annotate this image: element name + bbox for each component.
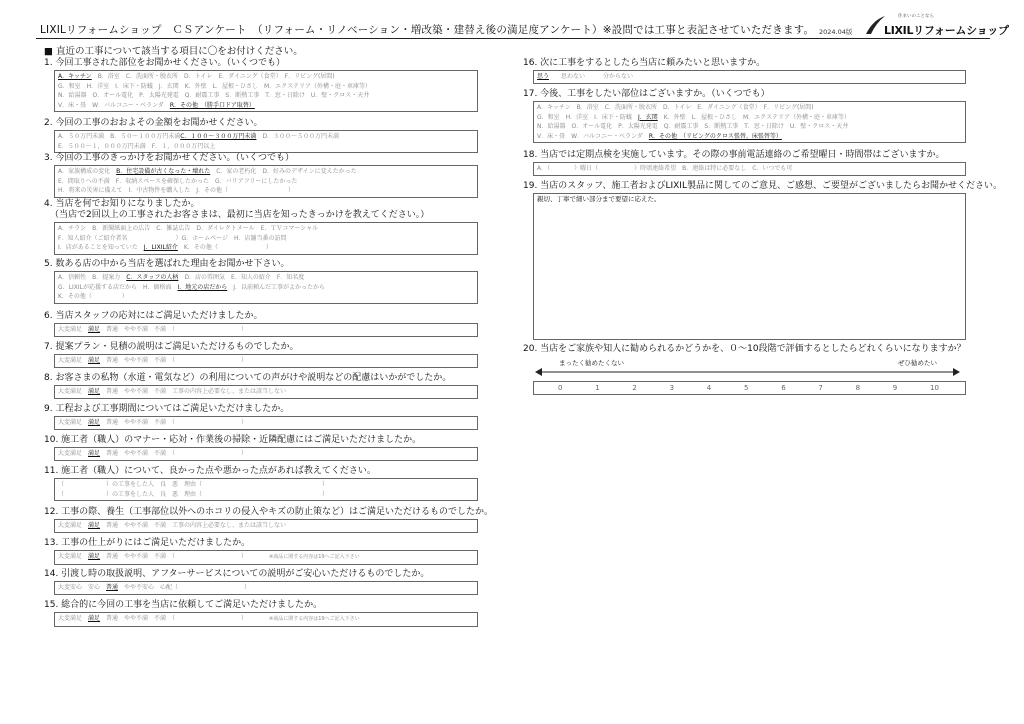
option-text[interactable]: A．キッチン B．浴室 C．洗面所・脱衣所 D．トイレ E．ダイニング（食堂） F．リビング(居間) [537, 104, 814, 111]
comments-textbox[interactable]: 親切、丁寧で細い部分まで要望に応えた。 [533, 193, 966, 340]
option-selected[interactable]: 満足 [88, 553, 101, 560]
option-selected[interactable]: 満足 [88, 419, 101, 426]
option-text[interactable]: E．５００～１，０００万円未満 F．１，０００万円以上 [58, 142, 216, 150]
question-6 [44, 311, 474, 342]
page-title: LIXILリフォームショップ ＣＳアンケート （リフォーム・リノベーション・増改築・建替え後の満足度アンケート）※設問では工事と表記させていただきます。 [40, 24, 815, 36]
question-11-options[interactable] [54, 478, 478, 501]
question-12 [44, 507, 493, 538]
option-text[interactable]: K．外壁 L．屋根・ひさし M．エクステリア（外構・庭・車庫等） [657, 113, 850, 121]
question-17 [523, 89, 963, 150]
question-18-label: 18. 当店では定期点検を実施しています。その際の事前電話連絡のご希望曜日・時間帯はございますか。 [523, 150, 945, 160]
scale-left-label: まったく勧めたくない [559, 359, 624, 367]
question-19 [523, 181, 1002, 344]
option-text[interactable]: I．店があることを知っていた [58, 244, 144, 252]
question-7-label: 7. 提案プラン・見積の説明はご満足いただけるものでしたか。 [44, 342, 299, 352]
question-12-options[interactable] [54, 519, 478, 533]
question-4 [44, 199, 474, 259]
question-15-label: 15. 総合的に今回の工事を当店に依頼してご満足いただけましたか。 [44, 600, 323, 610]
logo-swoosh-icon [864, 14, 886, 36]
scale-option-5[interactable]: 5 [744, 384, 749, 392]
option-text[interactable]: N．給湯器 O．オール電化 P．太陽光発電 Q．耐震工事 S．断熱工事 T．窓・日除け U．壁・クロス・天井 [58, 92, 370, 100]
question-13 [44, 538, 474, 569]
header-divider [36, 38, 990, 39]
instructions: ■ 直近の工事について該当する項目に〇をお付けください。 [44, 46, 303, 57]
option-text[interactable]: 大変安心 安心 [58, 584, 107, 591]
question-10-label: 10. 施工者（職人）のマナー・応対・作業後の掃除・近隣配慮にはご満足いただけましたか。 [44, 435, 422, 445]
option-text[interactable]: 大変満足 [58, 419, 89, 426]
question-12-label: 12. 工事の際、養生（工事部位以外へのホコリの侵入やキズの防止策など）はご満足いただけるものでしたか。 [44, 507, 493, 517]
question-13-label: 13. 工事の仕上がりにはご満足いただけましたか。 [44, 538, 251, 548]
option-text[interactable]: （ ）の工事をした人 良 悪 理由（ ） [58, 481, 329, 488]
option-selected[interactable]: 普通 [106, 584, 119, 591]
option-text[interactable]: A．（ ）曜日（ ）時頃連絡希望 B．連絡は特に必要なし C．いつでも可 [537, 165, 793, 172]
question-3 [44, 153, 474, 199]
option-text[interactable]: 普通 やや不満 不満 工事の内容上必要なし、または該当しない [100, 522, 287, 529]
question-14-label: 14. 引渡し時の取扱説明、アフターサービスについての説明がご安心いただけるものでしたか。 [44, 569, 430, 579]
question-17-options[interactable] [533, 101, 966, 143]
question-11-label: 11. 施工者（職人）について、良かった点や悪かった点があれば教えてください。 [44, 466, 376, 476]
question-6-label: 6. 当店スタッフの応対にはご満足いただけましたか。 [44, 311, 263, 321]
double-arrow-icon [535, 367, 960, 377]
question-15 [44, 600, 474, 631]
option-text[interactable]: 大変満足 [58, 615, 89, 622]
option-text[interactable]: N．給湯器 O．オール電化 P．太陽光発電 Q．耐震工事 S．断熱工事 T．窓・日除け U．壁・クロス・天井 [537, 123, 849, 131]
note-text: ※商品に関する内容は19へご記入下さい [244, 616, 360, 622]
option-text[interactable]: 普通 やや不満 不満 （ ） [100, 553, 245, 560]
option-text[interactable]: 普通 やや不満 不満 （ ） [100, 326, 248, 333]
question-4-sublabel: （当店で2回以上の工事されたお客さまは、最初に当店を知ったきっかけを教えてください。） [50, 210, 430, 220]
option-text[interactable]: 普通 やや不満 不満 （ ） [100, 615, 245, 622]
option-text[interactable]: K．その他（ ） [58, 293, 128, 301]
option-text[interactable]: D．店の雰囲気 E．知人の紹介 F．知名度 [178, 274, 305, 281]
scale-option-8[interactable]: 8 [855, 384, 861, 392]
option-text[interactable]: 大変満足 [58, 553, 89, 560]
question-1-label: 1. 今回工事された部位をお聞かせください。（いくつでも） [44, 58, 285, 68]
question-16-label: 16. 次に工事をするとしたら当店に頼みたいと思いますか。 [523, 58, 766, 68]
question-3-label: 3. 今回の工事のきっかけをお聞かせください。（いくつでも） [44, 153, 294, 163]
question-9 [44, 404, 474, 435]
option-text[interactable]: E．間取りへの不満 F．収納スペースを確保したかった G．バリアフリーにしたかった [58, 177, 298, 185]
question-1 [44, 58, 474, 118]
option-text[interactable]: K．その他（ ） [177, 244, 272, 252]
question-7 [44, 342, 474, 373]
option-text[interactable]: H．将来の災害に備えて I．中古物件を購入した J．その他（ ） [58, 187, 295, 195]
scale-option-2[interactable]: 2 [632, 384, 637, 392]
option-selected[interactable]: R．その他 （勝手口ドア取替） [169, 101, 255, 109]
question-2-options[interactable] [54, 130, 478, 153]
option-text[interactable]: A．家族構成の変化 [58, 168, 117, 175]
option-text[interactable]: 大変満足 [58, 326, 89, 333]
question-6-options[interactable] [54, 323, 478, 337]
scale-option-7[interactable]: 7 [818, 384, 823, 392]
question-1-options[interactable] [54, 70, 478, 112]
option-text[interactable]: 普通 やや不満 不満 工事の内容上必要なし、または該当しない [100, 388, 287, 395]
question-13-options[interactable] [54, 550, 478, 565]
note-text: ※商品に関する内容は19へご記入下さい [244, 554, 360, 560]
question-17-label: 17. 今後、工事をしたい部位はございますか。（いくつでも） [523, 89, 770, 99]
scale-option-3[interactable]: 3 [669, 384, 675, 392]
scale-option-1[interactable]: 1 [595, 384, 600, 392]
question-11 [44, 466, 474, 507]
question-4-label: 4. 当店を何でお知りになりましたか。 [44, 199, 200, 209]
option-text[interactable]: D．３００～５００万円未満 [256, 133, 340, 140]
option-selected[interactable]: 満足 [88, 326, 101, 333]
option-text[interactable]: 大変満足 [58, 357, 89, 364]
option-selected[interactable]: 満足 [88, 615, 101, 622]
option-selected[interactable]: 満足 [88, 450, 101, 457]
scale-right-label: ぜひ勧めたい [898, 359, 937, 367]
question-19-label: 19. 当店のスタッフ、施工者およびLIXIL製品に関してのご意見、ご感想、ご要望がございましたらお聞かせください。 [523, 181, 1002, 191]
option-text[interactable]: A．チラシ B．新聞紙面上の広告 C．雑誌広告 D．ダイレクトメール E．ＴＶコマーシャル [58, 225, 319, 232]
option-selected[interactable]: 思う [537, 73, 550, 80]
option-selected[interactable]: J．玄関 [637, 113, 658, 121]
question-2-label: 2. 今回の工事のおおよその金額をお聞かせください。 [44, 118, 263, 128]
question-4-options[interactable] [54, 222, 478, 255]
logo-tagline: 住まいのことなら [898, 14, 934, 19]
question-5-label: 5. 数ある店の中から当店を選ばれた理由をお聞かせ下さい。 [44, 259, 290, 269]
brand-logo [862, 14, 1009, 38]
question-16 [523, 58, 963, 89]
logo-name: LIXILリフォームショップ [884, 24, 1009, 37]
option-selected[interactable]: A．キッチン [58, 73, 92, 80]
question-18-options[interactable] [533, 162, 966, 176]
option-text[interactable]: 大変満足 [58, 450, 89, 457]
option-text[interactable]: A．５０万円未満 B．５０～１００万円未満 [58, 133, 181, 140]
option-text[interactable]: J．以前頼んだ工事がよかったから [227, 283, 326, 291]
question-20-label: 20. 当店をご家族や知人に勧められるかどうかを、０～10段階で評価するとしたらどれくらいになりますか？ [523, 344, 966, 354]
question-8-options[interactable] [54, 385, 478, 399]
option-selected[interactable]: J．LIXIL紹介 [143, 244, 178, 252]
question-3-options[interactable] [54, 165, 478, 198]
question-2 [44, 118, 474, 153]
option-text[interactable]: やや不安心 心配（ ） [118, 584, 251, 591]
option-selected[interactable]: 満足 [88, 388, 101, 395]
option-text[interactable]: G．和室 H．洋室 I．床下・防蟻 J．玄関 K．外壁 L．屋根・ひさし M．エクステリア（外構・庭・車庫等） [58, 82, 371, 90]
question-8 [44, 373, 474, 404]
option-text[interactable]: V．床・畳 W．バルコニー・ベランダ [58, 101, 170, 109]
option-text[interactable]: 思わない 分からない [549, 73, 634, 80]
question-7-options[interactable] [54, 354, 478, 368]
option-text[interactable]: G．LIXILが応援する店だから H．価格面 [58, 283, 178, 291]
option-selected[interactable]: I．地元の店だから [177, 283, 228, 291]
option-selected[interactable]: R．その他 （リビングのクロス張替、床張替等） [648, 132, 782, 140]
scale-option-10[interactable]: 10 [930, 384, 939, 392]
option-selected[interactable]: 満足 [88, 357, 101, 364]
question-5 [44, 259, 474, 311]
question-5-options[interactable] [54, 271, 478, 304]
option-text[interactable]: 大変満足 [58, 388, 89, 395]
option-selected[interactable]: C．スタッフの人柄 [126, 274, 179, 281]
scale-box[interactable] [533, 381, 966, 395]
option-selected[interactable]: B．住宅設備が古くなった・壊れた [116, 168, 211, 175]
option-selected[interactable]: C．１００～３００万円未満 [180, 133, 257, 140]
question-18 [523, 150, 963, 181]
question-14 [44, 569, 474, 600]
question-14-options[interactable] [54, 581, 478, 595]
option-text[interactable]: 普通 やや不満 不満 （ ） [100, 419, 248, 426]
option-text[interactable]: （ ）の工事をした人 良 悪 理由（ ） [58, 490, 329, 498]
right-column [523, 58, 1002, 399]
question-20 [523, 344, 966, 399]
option-text[interactable]: V．床・畳 W．バルコニー・ベランダ [537, 132, 649, 140]
question-10-options[interactable] [54, 447, 478, 461]
question-9-options[interactable] [54, 416, 478, 430]
scale-option-9[interactable]: 9 [892, 384, 898, 392]
option-text[interactable]: 普通 やや不満 不満 （ ） [100, 450, 248, 457]
question-10 [44, 435, 474, 466]
option-text[interactable]: B．浴室 C．洗面所・脱衣所 D．トイレ E．ダイニング（食堂） F．リビング(居間) [91, 73, 335, 80]
recommend-scale [533, 355, 963, 399]
option-text[interactable]: C．家の老朽化 D．好みのデザインに変えたかった [210, 168, 357, 175]
option-text[interactable]: A．信頼性 B．提案力 [58, 274, 127, 281]
left-column [44, 58, 493, 631]
option-text[interactable]: 大変満足 [58, 522, 89, 529]
version-date: 2024.04版 [819, 28, 853, 36]
option-selected[interactable]: 満足 [88, 522, 101, 529]
question-15-options[interactable] [54, 612, 478, 627]
question-9-label: 9. 工程および工事期間についてはご満足いただけましたか。 [44, 404, 290, 414]
question-8-label: 8. お客さまの私物（水道・電気など）の利用についての声がけや説明などの配慮はいかがでしたか。 [44, 373, 452, 383]
scale-option-0[interactable]: 0 [558, 384, 563, 392]
scale-option-4[interactable]: 4 [706, 384, 712, 392]
option-text[interactable]: F．知人紹介（ご紹介者名 ）G．ホームページ H．店舗当番の訪問 [58, 234, 287, 242]
option-text[interactable]: 普通 やや不満 不満 （ ） [100, 357, 248, 364]
scale-option-6[interactable]: 6 [781, 384, 786, 392]
question-16-options[interactable] [533, 70, 966, 84]
option-text[interactable]: G．和室 H．洋室 I．床下・防蟻 [537, 113, 638, 121]
